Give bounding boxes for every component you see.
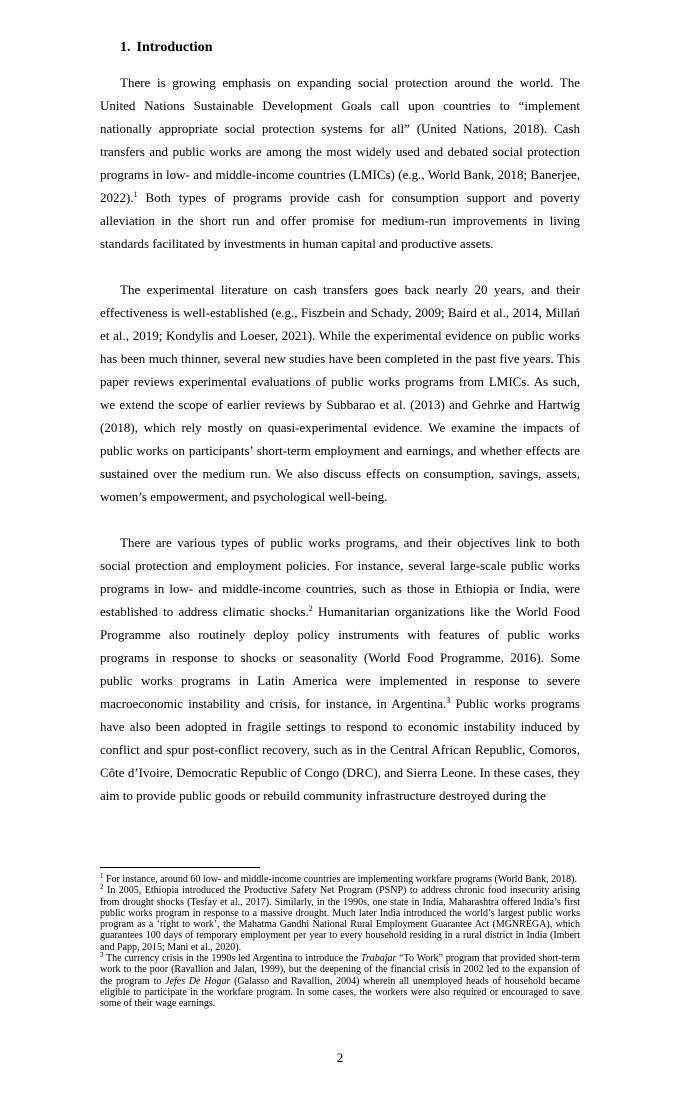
footnote-1 bbox=[100, 874, 580, 885]
paragraph-1 bbox=[100, 71, 580, 255]
footnote-separator bbox=[100, 867, 260, 868]
paragraph-3-text-c: Public works programs have also been adopted in fragile settings to respond to economic instability induced by conflict and spur post-conflict recovery, such as in the Central African Republic, Comoros, Côte d’Ivoire, Democratic Republic of Congo (DRC), and Sierra Leone. In these cases, they aim to provide public goods or rebuild community infrastructure destroyed during the bbox=[100, 696, 580, 803]
page-number: 2 bbox=[336, 1050, 344, 1065]
footnote-ref-1: 1 bbox=[133, 190, 138, 199]
footnote-text: For instance, around 60 low- and middle-income countries are implementing workfare programs (World Bank, 2018). bbox=[103, 874, 578, 885]
section-heading bbox=[120, 40, 212, 56]
section-number: 1. bbox=[120, 40, 131, 55]
program-name-trabajar: Trabajar bbox=[360, 953, 397, 965]
paragraph-3 bbox=[100, 531, 580, 807]
section-title: Introduction bbox=[136, 40, 213, 55]
footnote-3 bbox=[100, 953, 580, 1009]
footnote-2 bbox=[100, 885, 580, 953]
footnote-text-b: “To Work” program that provided short-term work to the poor (Ravallion and Jalan, 1999), but the deepening of the financial crisis in 2002 led to the expansion of the program to bbox=[100, 953, 580, 987]
footnote-mark: 2 bbox=[100, 883, 104, 892]
paragraph-2: The experimental literature on cash transfers goes back nearly 20 years, and their effectiveness is well-established (e.g., Fiszbein and Schady, 2009; Baird et al., 2014, Millań et al., 2019; Kondylis and Loeser, 2021). While the experimental evidence on public works has been much thinner, several new studies have been completed in the past five years. This paper reviews experimental evaluations of public works programs from LMICs. As such, we extend the scope of earlier reviews by Subbarao et al. (2013) and Gehrke and Hartwig (2018), which rely mostly on quasi-experimental evidence. We examine the impacts of public works on participants’ short-term employment and earnings, and whether effects are sustained over the medium run. We also discuss effects on consumption, savings, assets, women’s empowerment, and psychological well-being. bbox=[100, 282, 580, 504]
footnote-text: In 2005, Ethiopia introduced the Productive Safety Net Program (PSNP) to address chronic food insecurity arising from drought shocks (Tesfay et al., 2017). Similarly, in the 1990s, one state in India, Maharashtra offered India’s first public works program in response to a massive drought. Much later India introduced the world’s largest public works program as a ‘right to work’, the Mahatma Gandhi National Rural Employment Guarantee Act (MGNREGA), which guarantees 100 days of temporary employment per year to every household residing in a rural district in India (Imbert and Papp, 2015; Mani et al., 2020). bbox=[100, 885, 580, 953]
footnote-mark: 3 bbox=[100, 951, 104, 960]
footnotes bbox=[100, 874, 580, 1010]
program-name-jefes-de-hogar: Jefes De Hogar bbox=[165, 975, 231, 987]
footnote-text-a: The currency crisis in the 1990s led Argentina to introduce the bbox=[103, 953, 361, 965]
footnote-mark: 1 bbox=[100, 872, 104, 880]
footnote-ref-3: 3 bbox=[446, 696, 451, 705]
footnote-ref-2: 2 bbox=[308, 604, 313, 613]
paragraph-3-text-a: There are various types of public works programs, and their objectives link to both social protection and employment policies. For instance, several large-scale public works programs in low- and middle-income countries, such as those in Ethiopia or India, were established to address climatic shocks. bbox=[100, 535, 580, 619]
paragraph-3-text-b: Humanitarian organizations like the World Food Programme also routinely deploy policy instruments with features of public works programs in response to shocks or seasonality (World Food Programme, 2016). Some public works programs in Latin America were implemented in response to severe macroeconomic instability and crisis, for instance, in Argentina. bbox=[100, 604, 580, 711]
paragraph-1-text-a: There is growing emphasis on expanding social protection around the world. The United Nations Sustainable Development Goals call upon countries to “implement nationally appropriate social protection systems for all” (United Nations, 2018). Cash transfers and public works are among the most widely used and debated social protection programs in low- and middle-income countries (LMICs) (e.g., World Bank, 2018; Banerjee, 2022). bbox=[100, 75, 580, 205]
footnote-text-c: (Galasso and Ravallion, 2004) wherein all unemployed heads of household became eligible to participate in the workfare program. In some cases, the workers were also required or encouraged to save some of their wage earnings. bbox=[100, 975, 581, 1010]
paragraph-1-text-b: Both types of programs provide cash for consumption support and poverty alleviation in the short run and offer promise for medium-run improvements in living standards facilitated by investments in human capital and productive assets. bbox=[100, 190, 580, 251]
